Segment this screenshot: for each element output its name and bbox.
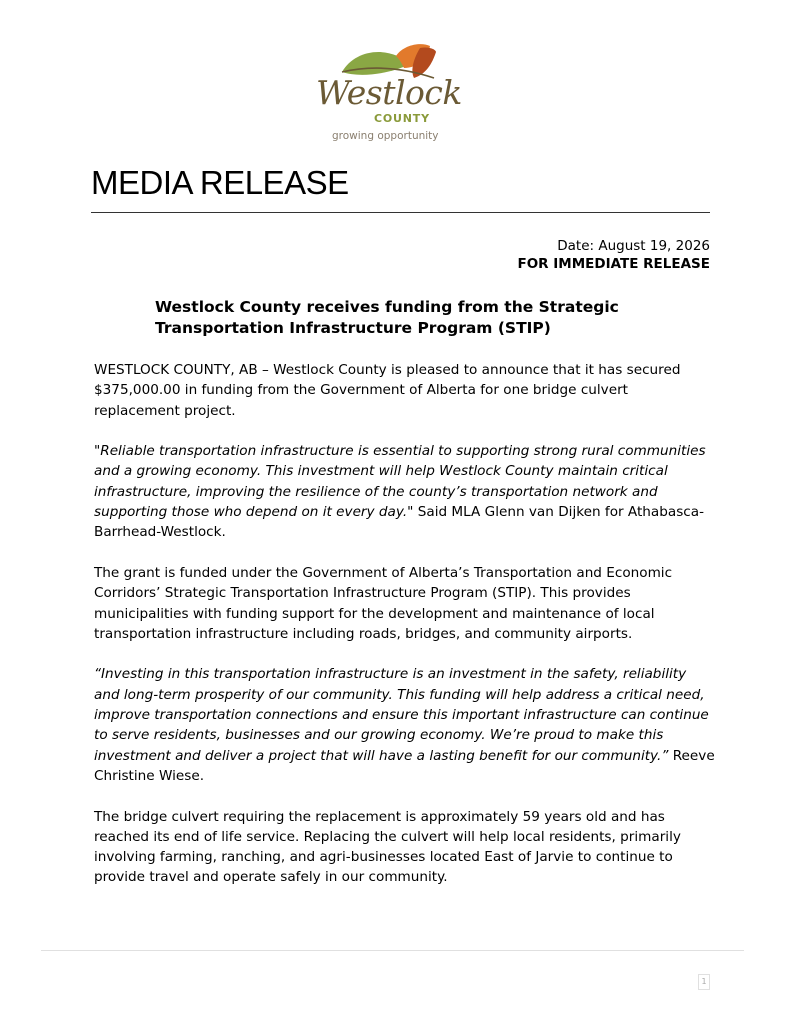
logo-wordmark: Westlock (316, 73, 462, 112)
page-title: MEDIA RELEASE (91, 164, 349, 201)
immediate-release-label: FOR IMMEDIATE RELEASE (517, 256, 710, 272)
logo-county: COUNTY (374, 112, 430, 125)
title-divider (91, 212, 710, 213)
quote-mla: "Reliable transportation infrastructure is essential to supporting strong rural communities and a growing economy. This investment will help Westlock County maintain critical infrastructure, improving the resilience of the county’s transportation network and supporting those who depend on it every day." (94, 443, 706, 521)
footer-divider (41, 950, 744, 951)
headline (155, 297, 675, 339)
westlock-county-logo (308, 42, 464, 150)
headline-line-2: Transportation Infrastructure Program (STIP) (155, 319, 551, 337)
quote-reeve-attribution: Reeve Christine Wiese. (94, 747, 715, 784)
quote-mla-attribution: Said MLA Glenn van Dijken for Athabasca-Barrhead-Westlock. (94, 504, 705, 541)
logo-tagline: growing opportunity (332, 130, 439, 142)
release-info (517, 237, 710, 273)
paragraph-grant: The grant is funded under the Government of Alberta’s Transportation and Economic Corridors’ Strategic Transportation Infrastructure Program (STIP). This provides municipalities with funding support for the development and maintenance of local transportation infrastructure including roads, bridges, and community airports. (94, 564, 673, 642)
paragraph-quote-mla (94, 441, 716, 542)
release-date: Date: August 19, 2026 (557, 238, 710, 254)
quote-reeve: “Investing in this transportation infrastructure is an investment in the safety, reliability and long-term prosperity of our community. This funding will help address a critical need, improve transportation connections and ensure this important infrastructure can continue to serve residents, businesses and our growing economy. We’re proud to make this investment and deliver a project that will have a lasting benefit for our community.” (94, 666, 709, 764)
page-number: 1 (698, 974, 710, 990)
paragraph-intro: WESTLOCK COUNTY, AB – Westlock County is pleased to announce that it has secured $375,000.00 in funding from the Government of Alberta for one bridge culvert replacement project. (94, 362, 681, 419)
headline-line-1: Westlock County receives funding from the Strategic (155, 298, 619, 316)
paragraph-culvert: The bridge culvert requiring the replacement is approximately 59 years old and has reached its end of life service. Replacing the culvert will help local residents, primarily involving farming, ranching, and agri-businesses located East of Jarvie to continue to provide travel and operate safely in our community. (94, 808, 681, 886)
paragraph-quote-reeve (94, 664, 716, 786)
release-body (94, 360, 716, 908)
